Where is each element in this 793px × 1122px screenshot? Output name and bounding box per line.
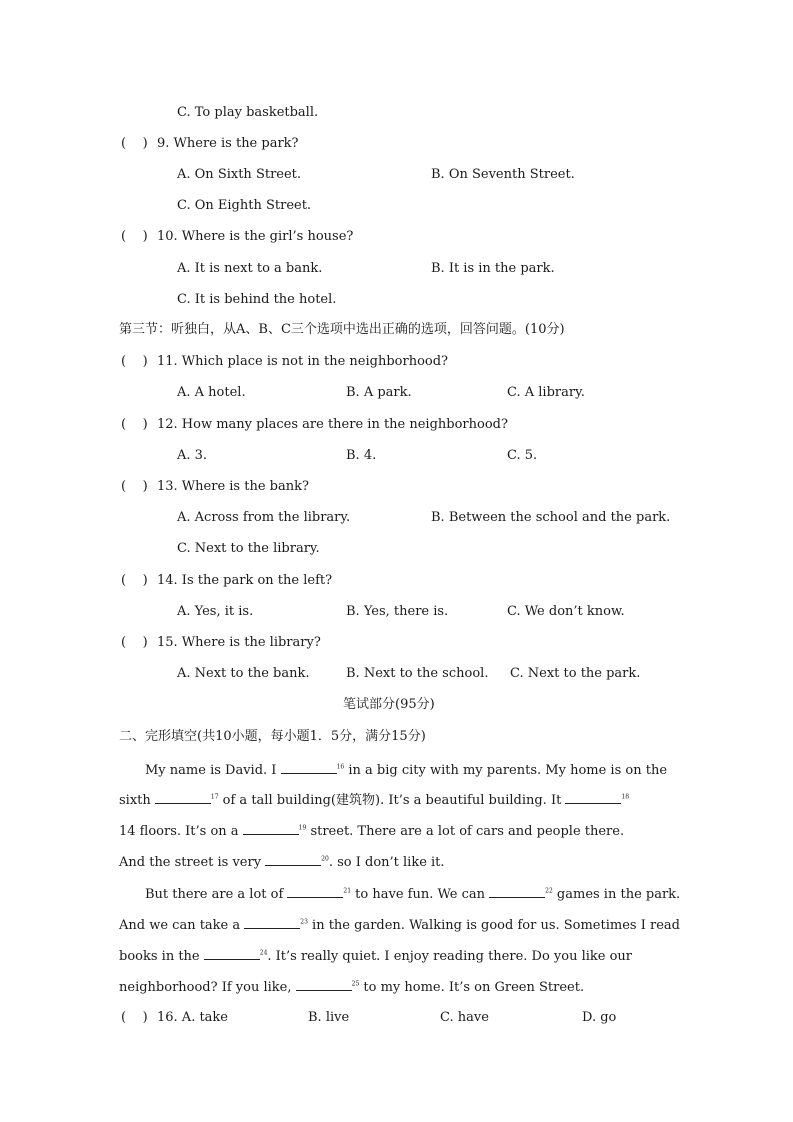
passage-text: neighborhood? If you like, bbox=[119, 980, 296, 995]
option-a: A. 3. bbox=[177, 448, 208, 463]
passage-text: . so I don’t like it. bbox=[328, 855, 445, 870]
blank-number: 17 bbox=[210, 793, 219, 801]
passage-text: games in the park. bbox=[552, 887, 681, 902]
blank-16[interactable] bbox=[281, 761, 337, 774]
option-a: A. On Sixth Street. bbox=[177, 167, 302, 182]
option-b: B. Yes, there is. bbox=[346, 604, 449, 619]
option-b: B. It is in the park. bbox=[431, 261, 555, 276]
option-a: A. Next to the bank. bbox=[177, 666, 310, 681]
blank-number: 18 bbox=[621, 793, 630, 801]
option-a: A. A hotel. bbox=[177, 385, 246, 400]
option-b: B. live bbox=[308, 1010, 350, 1025]
option-c: C. On Eighth Street. bbox=[177, 198, 312, 213]
passage-text: 14 floors. It’s on a bbox=[119, 824, 243, 839]
cloze-heading: 二、完形填空(共10小题，每小题1．5分，满分15分) bbox=[119, 729, 426, 744]
passage-line bbox=[119, 791, 629, 809]
blank-number: 23 bbox=[300, 918, 308, 926]
answer-paren[interactable]: ( ) bbox=[121, 479, 148, 494]
blank-22[interactable] bbox=[489, 885, 545, 898]
blank-18[interactable] bbox=[565, 791, 621, 804]
question-text: 11. Which place is not in the neighborhood? bbox=[157, 354, 449, 369]
option-b: B. 4. bbox=[346, 448, 377, 463]
blank-19[interactable] bbox=[243, 822, 299, 835]
passage-text: to my home. It’s on Green Street. bbox=[359, 980, 585, 995]
blank-24[interactable] bbox=[204, 947, 260, 960]
passage-text: in a big city with my parents. My home is on the bbox=[344, 763, 668, 778]
option-c: C. It is behind the hotel. bbox=[177, 292, 337, 307]
answer-paren[interactable]: ( ) bbox=[121, 354, 148, 369]
passage-text: to have fun. We can bbox=[351, 887, 490, 902]
passage-text: My name is David. I bbox=[145, 763, 281, 778]
passage-text: And the street is very bbox=[119, 855, 266, 870]
passage-text: books in the bbox=[119, 949, 204, 964]
passage-text: street. There are a lot of cars and people there. bbox=[306, 824, 625, 839]
blank-25[interactable] bbox=[296, 978, 352, 991]
option-b: B. On Seventh Street. bbox=[431, 167, 575, 182]
blank-number: 20 bbox=[321, 855, 329, 863]
blank-number: 19 bbox=[298, 824, 307, 832]
option-c: C. have bbox=[440, 1010, 489, 1025]
blank-number: 21 bbox=[343, 887, 352, 895]
section3-heading: 第三节：听独白，从A、B、C三个选项中选出正确的选项，回答问题。(10分) bbox=[119, 322, 565, 337]
option-c: C. 5. bbox=[507, 448, 538, 463]
question-text: 9. Where is the park? bbox=[157, 136, 299, 151]
option-d: D. go bbox=[582, 1010, 617, 1025]
passage-line bbox=[145, 761, 667, 779]
answer-paren[interactable]: ( ) bbox=[121, 417, 148, 432]
blank-17[interactable] bbox=[155, 791, 211, 804]
passage-line bbox=[119, 978, 584, 996]
passage-line bbox=[119, 853, 445, 871]
option-c: C. A library. bbox=[507, 385, 585, 400]
option-a: A. Yes, it is. bbox=[177, 604, 254, 619]
option-c: C. Next to the library. bbox=[177, 541, 320, 556]
passage-line bbox=[119, 916, 680, 934]
option-a: A. It is next to a bank. bbox=[177, 261, 323, 276]
blank-21[interactable] bbox=[287, 885, 343, 898]
blank-number: 25 bbox=[351, 980, 360, 988]
question-text: 16. A. take bbox=[157, 1010, 229, 1025]
option-b: B. A park. bbox=[346, 385, 412, 400]
passage-line bbox=[119, 947, 632, 965]
blank-number: 24 bbox=[259, 949, 268, 957]
answer-paren[interactable]: ( ) bbox=[121, 229, 148, 244]
question-text: 15. Where is the library? bbox=[157, 635, 321, 650]
written-part-title: 笔试部分(95分) bbox=[343, 697, 435, 712]
question-text: 10. Where is the girl’s house? bbox=[157, 229, 354, 244]
blank-number: 16 bbox=[336, 763, 345, 771]
option-c: C. We don’t know. bbox=[507, 604, 625, 619]
option-b: B. Next to the school. bbox=[346, 666, 489, 681]
blank-20[interactable] bbox=[265, 853, 321, 866]
passage-text: And we can take a bbox=[119, 918, 245, 933]
answer-paren[interactable]: ( ) bbox=[121, 573, 148, 588]
passage-text: sixth bbox=[119, 793, 155, 808]
answer-paren[interactable]: ( ) bbox=[121, 635, 148, 650]
blank-23[interactable] bbox=[244, 916, 300, 929]
passage-text: in the garden. Walking is good for us. Sometimes I read bbox=[307, 918, 680, 933]
answer-paren[interactable]: ( ) bbox=[121, 1010, 148, 1025]
passage-line bbox=[145, 885, 680, 903]
answer-paren[interactable]: ( ) bbox=[121, 136, 148, 151]
option-c: C. Next to the park. bbox=[510, 666, 641, 681]
question-text: 12. How many places are there in the neighborhood? bbox=[157, 417, 508, 432]
passage-text: But there are a lot of bbox=[145, 887, 288, 902]
passage-text: of a tall building(建筑物). It’s a beautiful building. It bbox=[218, 793, 566, 808]
blank-number: 22 bbox=[545, 887, 553, 895]
option-a: A. Across from the library. bbox=[177, 510, 351, 525]
question-text: 14. Is the park on the left? bbox=[157, 573, 333, 588]
option-b: B. Between the school and the park. bbox=[431, 510, 671, 525]
q8-option-c: C. To play basketball. bbox=[177, 105, 319, 120]
passage-text: . It’s really quiet. I enjoy reading there. Do you like our bbox=[267, 949, 633, 964]
passage-line bbox=[119, 822, 624, 840]
question-text: 13. Where is the bank? bbox=[157, 479, 309, 494]
